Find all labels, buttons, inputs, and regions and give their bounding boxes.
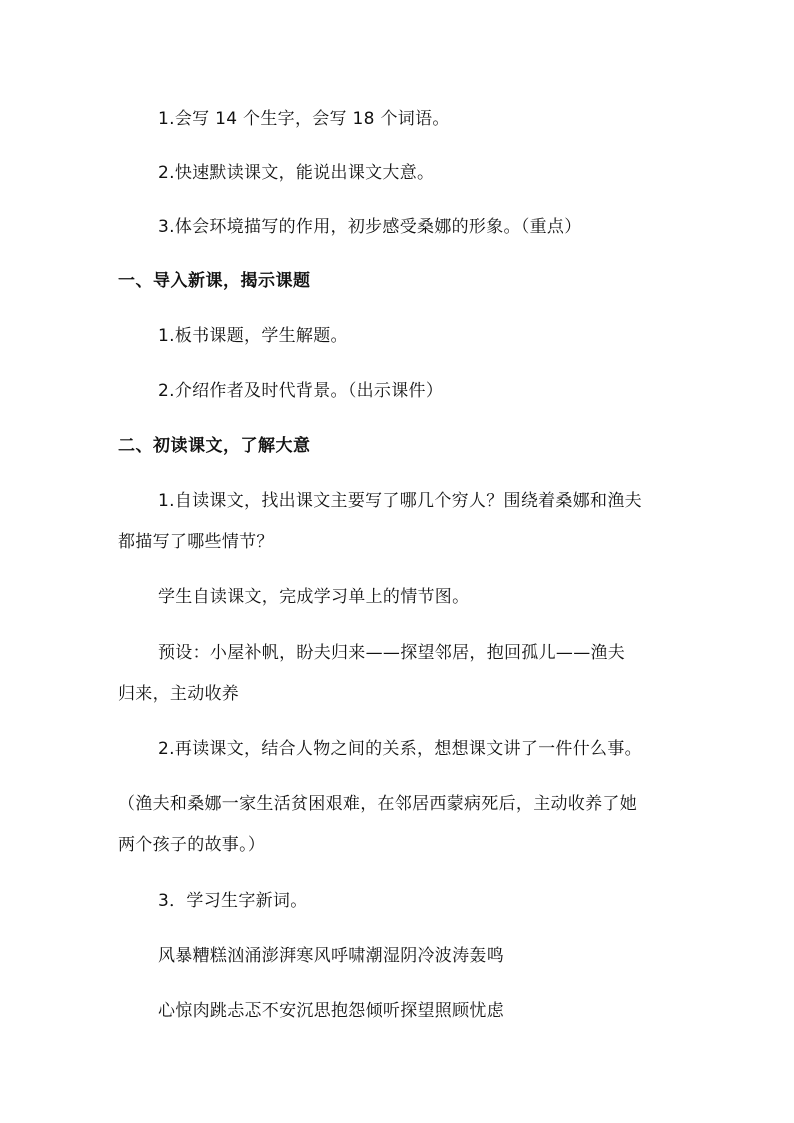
student-task: 学生自读课文，完成学习单上的情节图。: [158, 587, 470, 607]
preset-line-2: 归来，主动收养: [118, 684, 240, 704]
objective-3: 3.体会环境描写的作用，初步感受桑娜的形象。（重点）: [158, 217, 582, 237]
answer-line-2: 两个孩子的故事。）: [118, 835, 266, 855]
question-3: 3．学习生字新词。: [158, 891, 308, 911]
vocab-words-line-2: 心惊肉跳忐忑不安沉思抱怨倾听探望照顾忧虑: [158, 1001, 504, 1021]
question-2: 2.再读课文，结合人物之间的关系，想想课文讲了一件什么事。: [158, 739, 642, 759]
preset-line-1: 预设：小屋补帆，盼夫归来——探望邻居，抱回孤儿——渔夫: [158, 643, 626, 663]
question-1-line-1: 1.自读课文，找出课文主要写了哪几个穷人？围绕着桑娜和渔夫: [158, 491, 642, 511]
answer-line-1: （渔夫和桑娜一家生活贫困艰难，在邻居西蒙病死后，主动收养了她: [118, 794, 637, 814]
section1-item-2: 2.介绍作者及时代背景。（出示课件）: [158, 381, 444, 401]
objective-2: 2.快速默读课文，能说出课文大意。: [158, 163, 435, 183]
question-1-line-2: 都描写了哪些情节？: [118, 532, 274, 552]
section-heading-2: 二、初读课文，了解大意: [118, 436, 311, 456]
section-heading-1: 一、导入新课，揭示课题: [118, 271, 311, 291]
objective-1: 1.会写 14 个生字，会写 18 个词语。: [158, 109, 450, 129]
section1-item-1: 1.板书课题，学生解题。: [158, 326, 348, 346]
vocab-words-line-1: 风暴糟糕汹涌澎湃寒风呼啸潮湿阴冷波涛轰鸣: [158, 946, 504, 966]
